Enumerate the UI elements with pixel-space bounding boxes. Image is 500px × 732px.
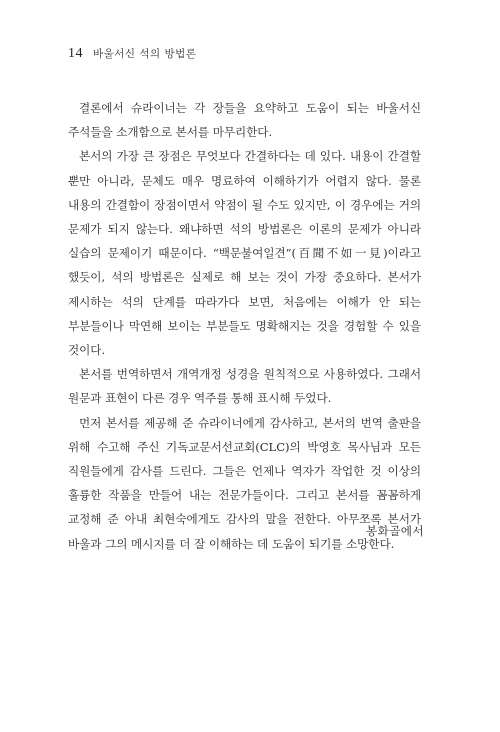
book-title: 바울서신 석의 방법론 (93, 48, 197, 60)
paragraph-translation-note: 본서를 번역하면서 개역개정 성경을 원칙적으로 사용하였다. 그래서 원문과 표현이 다른 경우 역주를 통해 표시해 두었다. (68, 367, 421, 406)
body-text (68, 96, 421, 556)
paragraph-strengths: 본서의 가장 큰 장점은 무엇보다 간결하다는 데 있다. 내용이 간결할 뿐만 아니라, 문체도 매우 명료하여 이해하기가 어렵지 않다. 물론 내용의 간결함이 장점이면서 약점이 될 수도 있지만, 이 경우에는 거의 문제가 되지 않는다. 왜냐하면 석의 방법론은 이론의 문제가 아니라 실습의 문제이기 때문이다. “백문불여일견”(百聞不如一見)이라고 했듯이, 석의 방법론은 실제로 해 보는 것이 가장 중요하다. 본서가 제시하는 석의 단계를 따라가다 보면, 처음에는 이해가 안 되는 부분들이나 막연해 보이는 부분들도 명확해지는 것을 경험할 수 있을 것이다. (68, 149, 421, 358)
paragraph-conclusion: 결론에서 슈라이너는 각 장들을 요약하고 도움이 되는 바울서신 주석들을 소개함으로 본서를 마무리한다. (68, 101, 421, 140)
page-number: 14 (68, 46, 83, 61)
paragraph-acknowledgements: 먼저 본서를 제공해 준 슈라이너에게 감사하고, 본서의 번역 출판을 위해 수고해 주신 기독교문서선교회(CLC)의 박영호 목사님과 모든 직원들에게 감사를 드린다. 그들은 언제나 역자가 작업한 것 이상의 훌륭한 작품을 만들어 내는 전문가들이다. 그리고 본서를 꼼꼼하게 교정해 준 아내 최현숙에게도 감사의 말을 전한다. 아무쪼록 본서가 바울과 그의 메시지를 더 잘 이해하는 데 도움이 되기를 소망한다. (68, 415, 421, 551)
running-header (68, 46, 196, 62)
signature: 봉화골에서 (366, 524, 424, 538)
